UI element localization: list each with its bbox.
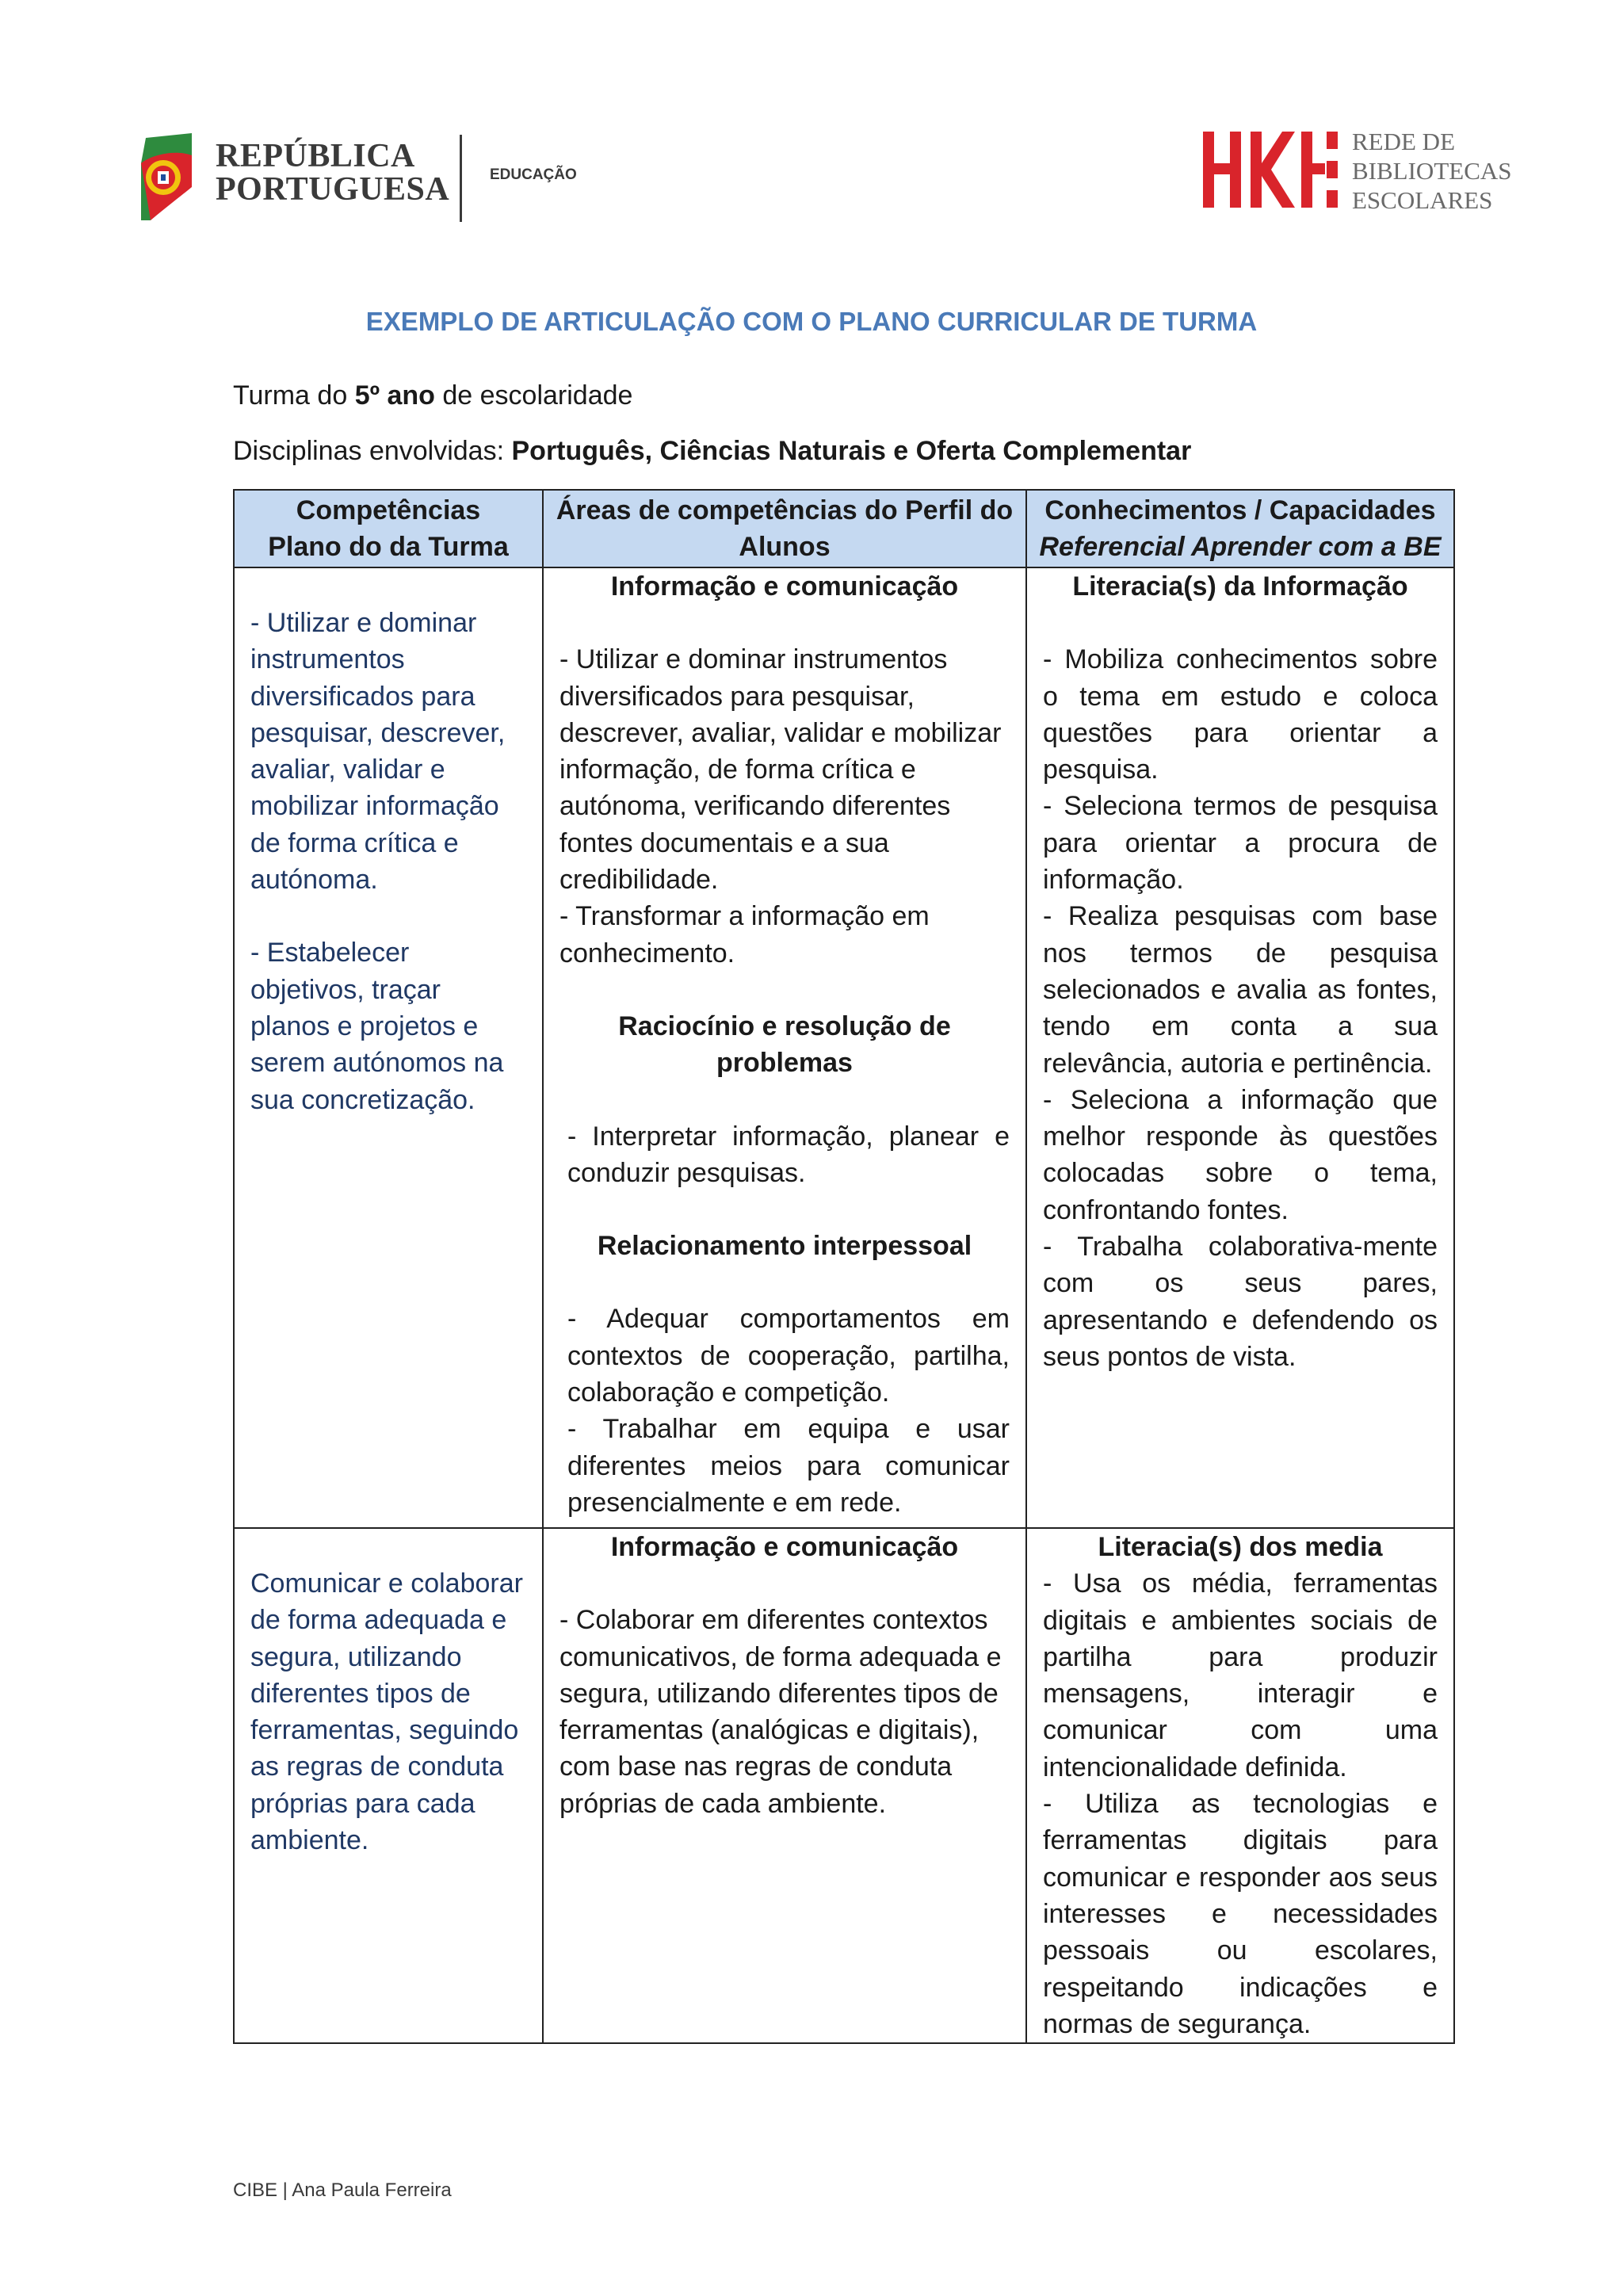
row1-area-item-4: - Adequar comportamentos em contextos de cooperação, partilha, colaboração e competição.: [567, 1304, 1010, 1408]
row1-literacia-item-3: - Realiza pesquisas com base nos termos de pesquisa selecionados e avalia as fontes, tendo em conta a sua relevância, autoria e pertinência.: [1043, 901, 1438, 1079]
header-competencias: Competências Plano do da Turma: [234, 490, 543, 567]
row2-conhecimentos-cell: [1026, 1528, 1454, 2043]
footer-credit: CIBE | Ana Paula Ferreira: [233, 2179, 452, 2201]
row1-areas-cell: [543, 567, 1026, 1528]
row2-literacia-heading: Literacia(s) dos media: [1098, 1532, 1383, 1562]
rbe-mark-icon: [1203, 132, 1338, 208]
row1-area-item-1: - Utilizar e dominar instrumentos diversificados para pesquisar, descrever, avaliar, validar e mobilizar informação, de forma crítica e autónoma, verificando diferentes fontes documentais e a sua credibilidade.: [559, 644, 1002, 896]
row1-literacia-item-5: - Trabalha colaborativa-mente com os seus pares, apresentando e defendendo os seus pontos de vista.: [1043, 1232, 1438, 1372]
row1-area-item-2: - Transformar a informação em conhecimento.: [559, 901, 930, 968]
rbe-wordmark: REDE DE BIBLIOTECAS ESCOLARES: [1352, 128, 1512, 214]
table-row: [234, 1528, 1454, 2043]
row1-competencia-2: - Estabelecer objetivos, traçar planos e projetos e serem autónomos na sua concretização.: [250, 938, 504, 1115]
row2-competencias-cell: [234, 1528, 543, 2043]
document-title: EXEMPLO DE ARTICULAÇÃO COM O PLANO CURRICULAR DE TURMA: [365, 307, 1258, 336]
row1-area-heading-3: Relacionamento interpessoal: [597, 1231, 972, 1262]
logo-divider: [460, 135, 462, 222]
table-row: [234, 567, 1454, 1528]
row1-literacia-item-1: - Mobiliza conhecimentos sobre o tema em estudo e coloca questões para orientar a pesquisa.: [1043, 644, 1438, 785]
header-conhecimentos: Conhecimentos / Capacidades Referencial Aprender com a BE: [1026, 490, 1454, 567]
class-line: Turma do 5º ano de escolaridade: [233, 380, 633, 411]
subjects-line: Disciplinas envolvidas: Português, Ciências Naturais e Oferta Complementar: [233, 436, 1192, 466]
curriculum-table: [233, 489, 1455, 2044]
row2-literacia-item-1: - Usa os média, ferramentas digitais e ambientes sociais de partilha para produzir mensagens, interagir e comunicar com uma intencionalidade definida.: [1043, 1568, 1438, 1782]
row1-literacia-heading: Literacia(s) da Informação: [1072, 571, 1408, 602]
table-header-row: [234, 490, 1454, 567]
republica-portuguesa-wordmark: REPÚBLICA PORTUGUESA: [216, 138, 450, 208]
republica-portuguesa-logo: [135, 127, 610, 230]
row1-area-item-3: - Interpretar informação, planear e conduzir pesquisas.: [567, 1121, 1010, 1188]
ministry-label: EDUCAÇÃO: [490, 166, 577, 183]
row1-conhecimentos-cell: [1026, 567, 1454, 1528]
row1-literacia-item-4: - Seleciona a informação que melhor responde às questões colocadas sobre o tema, confrontando fontes.: [1043, 1084, 1438, 1225]
row1-literacia-item-2: - Seleciona termos de pesquisa para orientar a procura de informação.: [1043, 791, 1438, 896]
row2-areas-cell: [543, 1528, 1026, 2043]
portugal-emblem-icon: [135, 132, 198, 223]
row1-area-heading-1: Informação e comunicação: [610, 571, 959, 602]
rede-bibliotecas-escolares-logo: [1203, 127, 1512, 214]
row1-competencias-cell: [234, 567, 543, 1528]
row1-area-item-5: - Trabalhar em equipa e usar diferentes meios para comunicar presencialmente e em rede.: [567, 1414, 1010, 1518]
row2-area-item: - Colaborar em diferentes contextos comunicativos, de forma adequada e segura, utilizando diferentes tipos de ferramentas (analógicas e digitais), com base nas regras de conduta próprias de cada ambiente.: [559, 1605, 1002, 1819]
header-areas: Áreas de competências do Perfil do Alunos: [543, 490, 1026, 567]
row1-competencia-1: - Utilizar e dominar instrumentos diversificados para pesquisar, descrever, avaliar, validar e mobilizar informação de forma crítica e autónoma.: [250, 608, 506, 896]
row2-area-heading: Informação e comunicação: [610, 1532, 959, 1562]
row2-competencia: Comunicar e colaborar de forma adequada e segura, utilizando diferentes tipos de ferramentas, seguindo as regras de conduta próprias para cada ambiente.: [250, 1568, 523, 1856]
row1-area-heading-2: Raciocínio e resolução de problemas: [618, 1010, 951, 1079]
row2-literacia-item-2: - Utiliza as tecnologias e ferramentas digitais para comunicar e responder aos seus interesses e necessidades pessoais ou escolares, respeitando indicações e normas de segurança.: [1043, 1789, 1438, 2039]
